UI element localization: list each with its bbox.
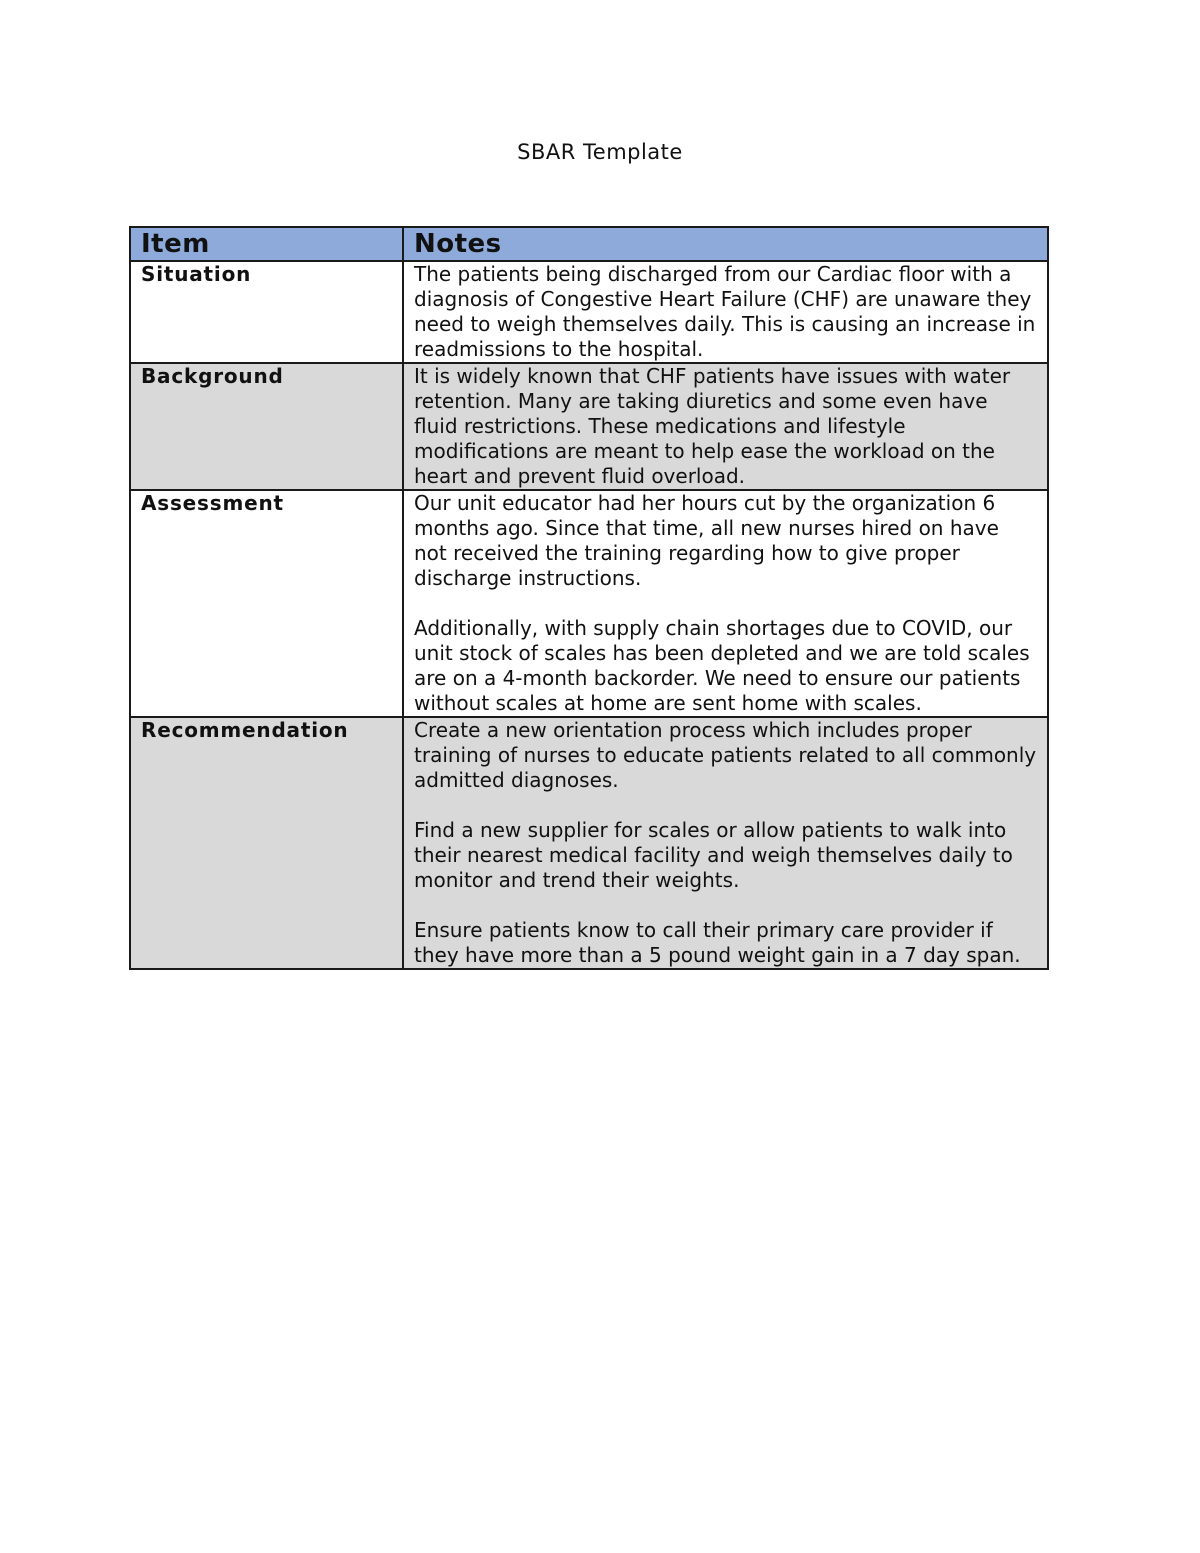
row-label-assessment: Assessment (130, 490, 403, 717)
notes-paragraph: Find a new supplier for scales or allow patients to walk into their nearest medical facility and weigh themselves daily to monitor and trend their weights. (414, 818, 1013, 892)
table-row-recommendation (130, 717, 1048, 969)
notes-paragraph: Our unit educator had her hours cut by the organization 6 months ago. Since that time, all new nurses hired on have not received the training regarding how to give proper discharge instructions. (414, 491, 999, 590)
notes-paragraph: The patients being discharged from our Cardiac floor with a diagnosis of Congestive Heart Failure (CHF) are unaware they need to weigh themselves daily. This is causing an increase in readmissions to the hospital. (414, 262, 1036, 361)
page-title: SBAR Template (517, 140, 683, 164)
table-row-situation (130, 261, 1048, 363)
row-notes-assessment (403, 490, 1048, 717)
row-notes-background (403, 363, 1048, 490)
row-notes-recommendation (403, 717, 1048, 969)
notes-paragraph: Additionally, with supply chain shortages due to COVID, our unit stock of scales has been depleted and we are told scales are on a 4-month backorder. We need to ensure our patients without scales at home are sent home with scales. (414, 616, 1030, 715)
row-notes-situation (403, 261, 1048, 363)
column-header-item: Item (130, 227, 403, 261)
table-row-assessment (130, 490, 1048, 717)
row-label-background: Background (130, 363, 403, 490)
notes-paragraph: Ensure patients know to call their primary care provider if they have more than a 5 pound weight gain in a 7 day span. (414, 918, 1021, 967)
table-row-background (130, 363, 1048, 490)
sbar-table (129, 226, 1049, 970)
column-header-notes: Notes (403, 227, 1048, 261)
notes-paragraph: It is widely known that CHF patients have issues with water retention. Many are taking diuretics and some even have fluid restrictions. These medications and lifestyle modifications are meant to help ease the workload on the heart and prevent fluid overload. (414, 364, 1011, 488)
row-label-recommendation: Recommendation (130, 717, 403, 969)
table-header-row (130, 227, 1048, 261)
notes-paragraph: Create a new orientation process which includes proper training of nurses to educate patients related to all commonly admitted diagnoses. (414, 718, 1037, 792)
row-label-situation: Situation (130, 261, 403, 363)
